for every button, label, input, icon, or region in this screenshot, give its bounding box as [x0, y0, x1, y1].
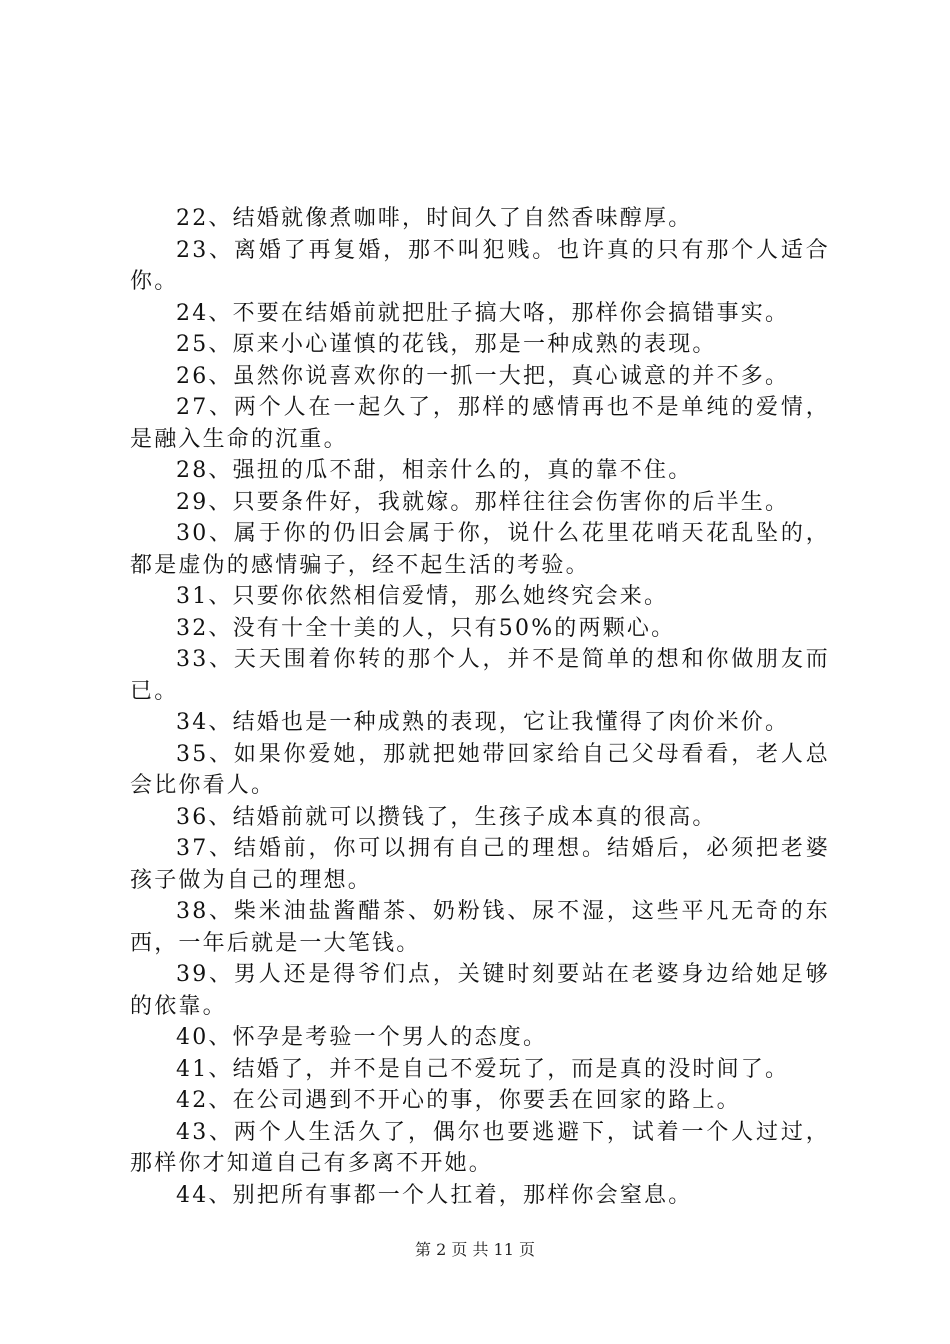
paragraph: 44、别把所有事都一个人扛着，那样你会窒息。 — [176, 1182, 693, 1208]
page-number-label: 第 2 页 共 11 页 — [415, 1240, 535, 1259]
paragraph: 22、结婚就像煮咖啡，时间久了自然香味醇厚。 — [176, 206, 693, 231]
paragraph: 35、如果你爱她，那就把她带回家给自己父母看看，老人总会比你看人。 — [130, 741, 830, 798]
paragraph: 28、强扭的瓜不甜，相亲什么的，真的靠不住。 — [176, 458, 693, 483]
paragraph: 31、只要你依然相信爱情，那么她终究会来。 — [176, 584, 669, 609]
paragraph: 33、天天围着你转的那个人，并不是简单的想和你做朋友而已。 — [130, 647, 830, 704]
paragraph: 39、男人还是得爷们点，关键时刻要站在老婆身边给她足够的依靠。 — [130, 962, 830, 1019]
paragraph: 36、结婚前就可以攒钱了，生孩子成本真的很高。 — [176, 804, 717, 830]
paragraph: 38、柴米油盐酱醋茶、奶粉钱、尿不湿，这些平凡无奇的东西，一年后就是一大笔钱。 — [130, 899, 830, 956]
page-footer — [0, 1240, 950, 1260]
paragraph: 43、两个人生活久了，偶尔也要逃避下，试着一个人过过，那样你才知道自己有多离不开她。 — [130, 1119, 830, 1176]
paragraph: 25、原来小心谨慎的花钱，那是一种成熟的表现。 — [176, 332, 717, 357]
paragraph: 37、结婚前，你可以拥有自己的理想。结婚后，必须把老婆孩子做为自己的理想。 — [130, 836, 830, 893]
paragraph: 34、结婚也是一种成熟的表现，它让我懂得了肉价米价。 — [176, 710, 790, 735]
paragraph: 23、离婚了再复婚，那不叫犯贱。也许真的只有那个人适合你。 — [130, 237, 830, 294]
paragraph: 30、属于你的仍旧会属于你，说什么花里花哨天花乱坠的，都是虚伪的感情骗子，经不起生活的考验。 — [130, 521, 830, 578]
paragraph: 42、在公司遇到不开心的事，你要丢在回家的路上。 — [176, 1088, 741, 1113]
document-body — [130, 203, 830, 1211]
paragraph: 32、没有十全十美的人，只有50%的两颗心。 — [176, 615, 676, 641]
paragraph: 40、怀孕是考验一个男人的态度。 — [176, 1025, 548, 1050]
paragraph: 41、结婚了，并不是自己不爱玩了，而是真的没时间了。 — [176, 1056, 790, 1082]
paragraph: 27、两个人在一起久了，那样的感情再也不是单纯的爱情，是融入生命的沉重。 — [130, 395, 830, 452]
paragraph: 26、虽然你说喜欢你的一抓一大把，真心诚意的并不多。 — [176, 363, 790, 389]
paragraph: 29、只要条件好，我就嫁。那样往往会伤害你的后半生。 — [176, 489, 790, 515]
paragraph: 24、不要在结婚前就把肚子搞大咯，那样你会搞错事实。 — [176, 300, 790, 326]
